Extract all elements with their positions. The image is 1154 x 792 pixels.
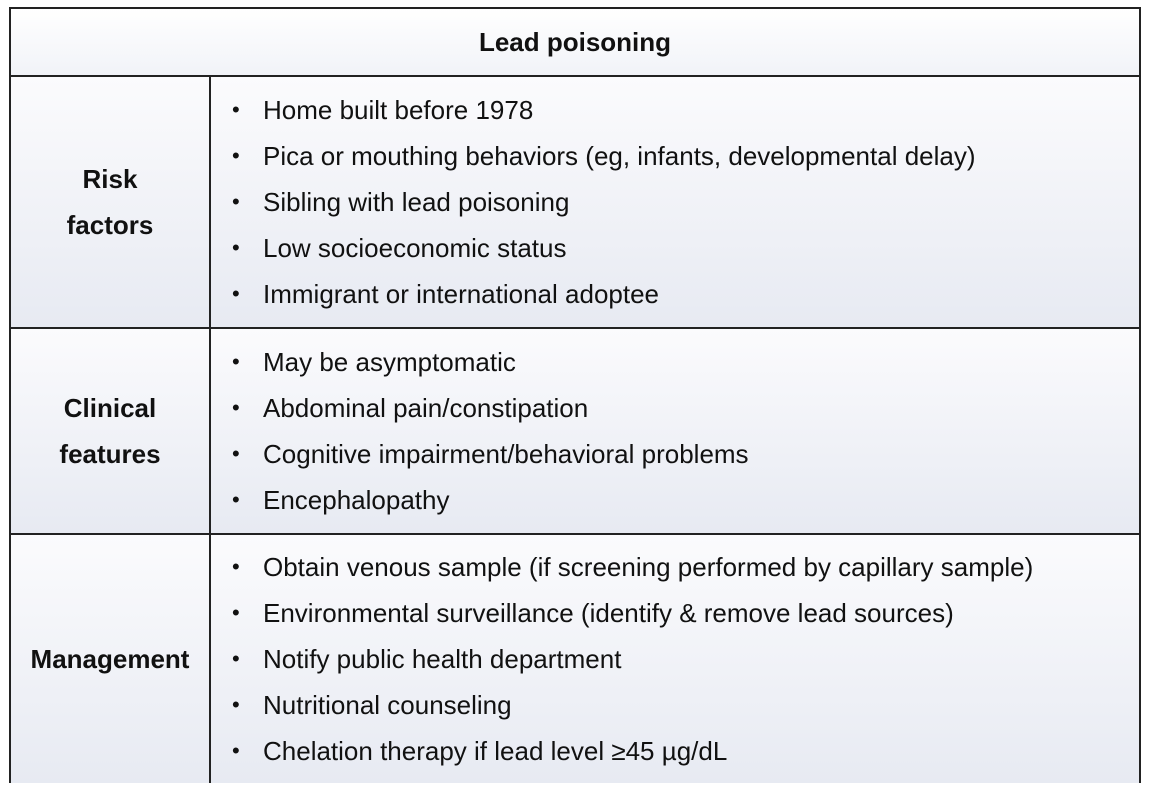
list-item-text: Notify public health department (263, 644, 622, 674)
list-item (229, 636, 1139, 682)
bullet-icon: • (232, 738, 240, 763)
bullet-icon: • (232, 554, 240, 579)
bullet-icon: • (232, 600, 240, 625)
list-item-text: Cognitive impairment/behavioral problems (263, 439, 749, 469)
list-item (229, 87, 1139, 133)
management-list-cell (211, 535, 1139, 783)
list-item-text: Environmental surveillance (identify & remove lead sources) (263, 598, 954, 628)
list-item (229, 728, 1139, 774)
clinical-features-list (229, 339, 1139, 523)
bullet-icon: • (232, 441, 240, 466)
list-item-text: Pica or mouthing behaviors (eg, infants, developmental delay) (263, 141, 976, 171)
list-item-text: Chelation therapy if lead level ≥45 µg/dL (263, 736, 728, 766)
list-item (229, 682, 1139, 728)
list-item-text: Abdominal pain/constipation (263, 393, 589, 423)
risk-factors-list-cell (211, 77, 1139, 327)
list-item-text: Home built before 1978 (263, 95, 534, 125)
lead-poisoning-table (9, 7, 1141, 783)
row-risk-factors (11, 77, 1139, 329)
bullet-icon: • (232, 97, 240, 122)
list-item (229, 133, 1139, 179)
list-item-text: May be asymptomatic (263, 347, 516, 377)
bullet-icon: • (232, 692, 240, 717)
risk-factors-list (229, 87, 1139, 317)
list-item (229, 590, 1139, 636)
list-item-text: Nutritional counseling (263, 690, 512, 720)
list-item-text: Sibling with lead poisoning (263, 187, 570, 217)
list-item-text: Low socioeconomic status (263, 233, 567, 263)
row-label-risk-factors: Risk factors (11, 77, 211, 327)
clinical-features-list-cell (211, 329, 1139, 533)
bullet-icon: • (232, 349, 240, 374)
list-item (229, 271, 1139, 317)
list-item (229, 179, 1139, 225)
list-item-text: Obtain venous sample (if screening performed by capillary sample) (263, 552, 1034, 582)
bullet-icon: • (232, 395, 240, 420)
list-item (229, 431, 1139, 477)
table-title: Lead poisoning (11, 9, 1139, 77)
list-item (229, 544, 1139, 590)
row-label-management: Management (11, 535, 211, 783)
list-item (229, 339, 1139, 385)
list-item-text: Immigrant or international adoptee (263, 279, 660, 309)
list-item (229, 225, 1139, 271)
bullet-icon: • (232, 189, 240, 214)
row-clinical-features (11, 329, 1139, 535)
bullet-icon: • (232, 487, 240, 512)
list-item-text: Encephalopathy (263, 485, 450, 515)
row-management (11, 535, 1139, 783)
row-label-clinical-features: Clinical features (11, 329, 211, 533)
bullet-icon: • (232, 235, 240, 260)
list-item (229, 477, 1139, 523)
management-list (229, 544, 1139, 774)
list-item (229, 385, 1139, 431)
bullet-icon: • (232, 646, 240, 671)
bullet-icon: • (232, 143, 240, 168)
bullet-icon: • (232, 281, 240, 306)
